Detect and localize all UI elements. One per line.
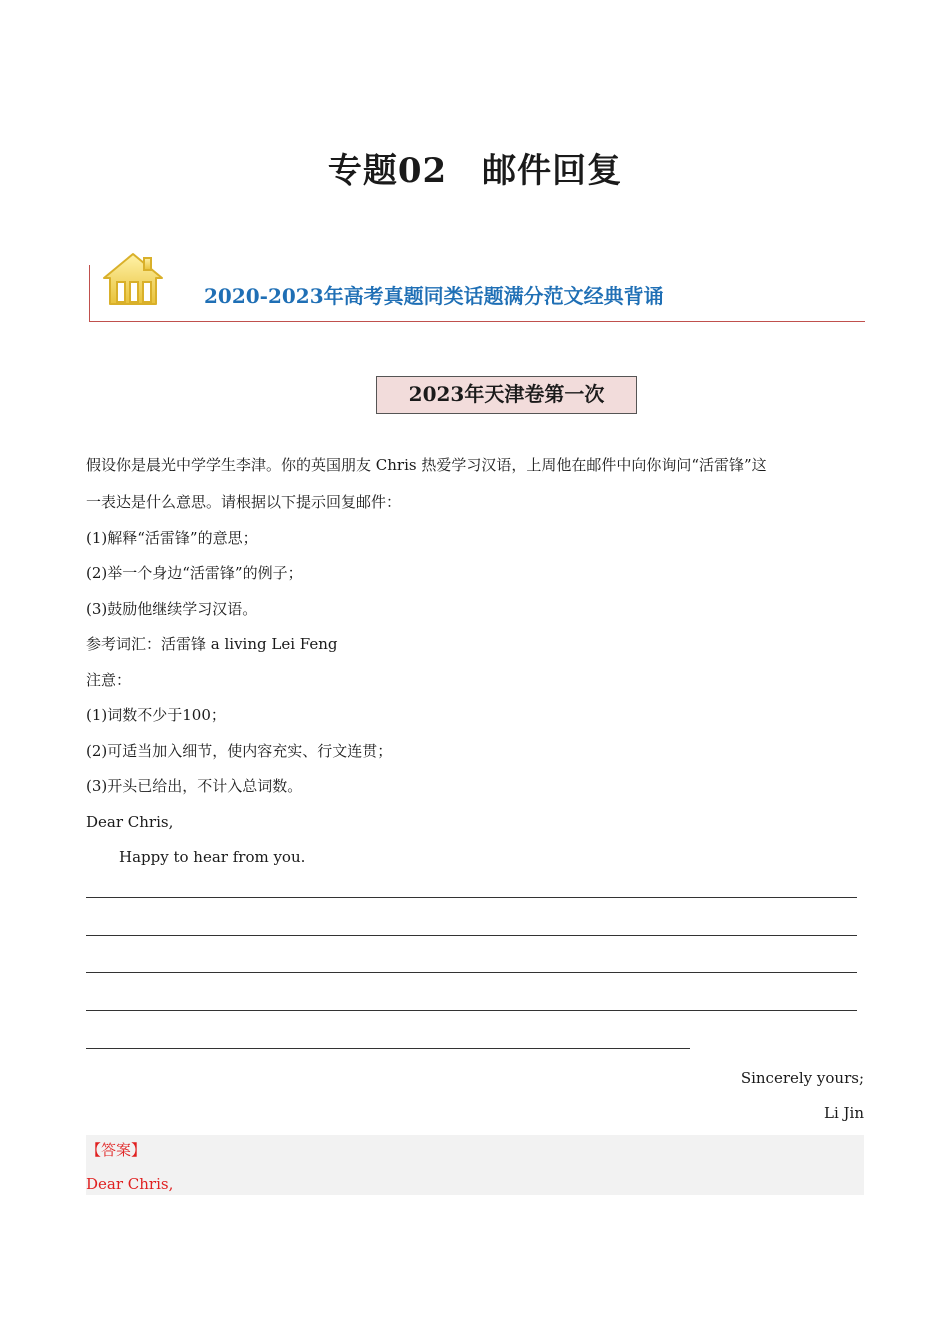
letter-greeting: Dear Chris,	[86, 813, 174, 831]
requirement-3: (3)鼓励他继续学习汉语。	[86, 600, 258, 618]
answer-greeting: Dear Chris,	[86, 1175, 174, 1193]
section-banner-title: 2020-2023年高考真题同类话题满分范文经典背诵	[204, 284, 664, 308]
requirement-2: (2)举一个身边“活雷锋”的例子；	[86, 564, 303, 582]
vocabulary-hint: 参考词汇：活雷锋 a living Lei Feng	[86, 635, 338, 653]
prompt-paragraph-line-1: 假设你是晨光中学学生李津。你的英国朋友 Chris 热爱学习汉语，上周他在邮件中向你询问“活雷锋”这	[86, 456, 767, 474]
prompt-paragraph-line-2: 一表达是什么意思。请根据以下提示回复邮件：	[86, 493, 402, 511]
writing-line	[86, 1010, 857, 1011]
answer-section	[86, 1135, 864, 1195]
writing-line	[86, 897, 857, 898]
writing-line	[86, 1048, 690, 1049]
home-icon	[100, 250, 166, 310]
note-3: (3)开头已给出，不计入总词数。	[86, 777, 303, 795]
page-title: 专题02 邮件回复	[327, 151, 623, 191]
note-label: 注意：	[86, 671, 132, 689]
letter-opening: Happy to hear from you.	[119, 848, 306, 866]
letter-closing: Sincerely yours;	[740, 1069, 864, 1087]
note-2: (2)可适当加入细节，使内容充实、行文连贯；	[86, 742, 393, 760]
note-1: (1)词数不少于100；	[86, 706, 226, 724]
letter-signature: Li Jin	[824, 1104, 864, 1122]
writing-line	[86, 972, 857, 973]
exam-label-box: 2023年天津卷第一次	[376, 376, 637, 414]
writing-line	[86, 935, 857, 936]
requirement-1: (1)解释“活雷锋”的意思；	[86, 529, 258, 547]
answer-label: 【答案】	[86, 1141, 147, 1159]
